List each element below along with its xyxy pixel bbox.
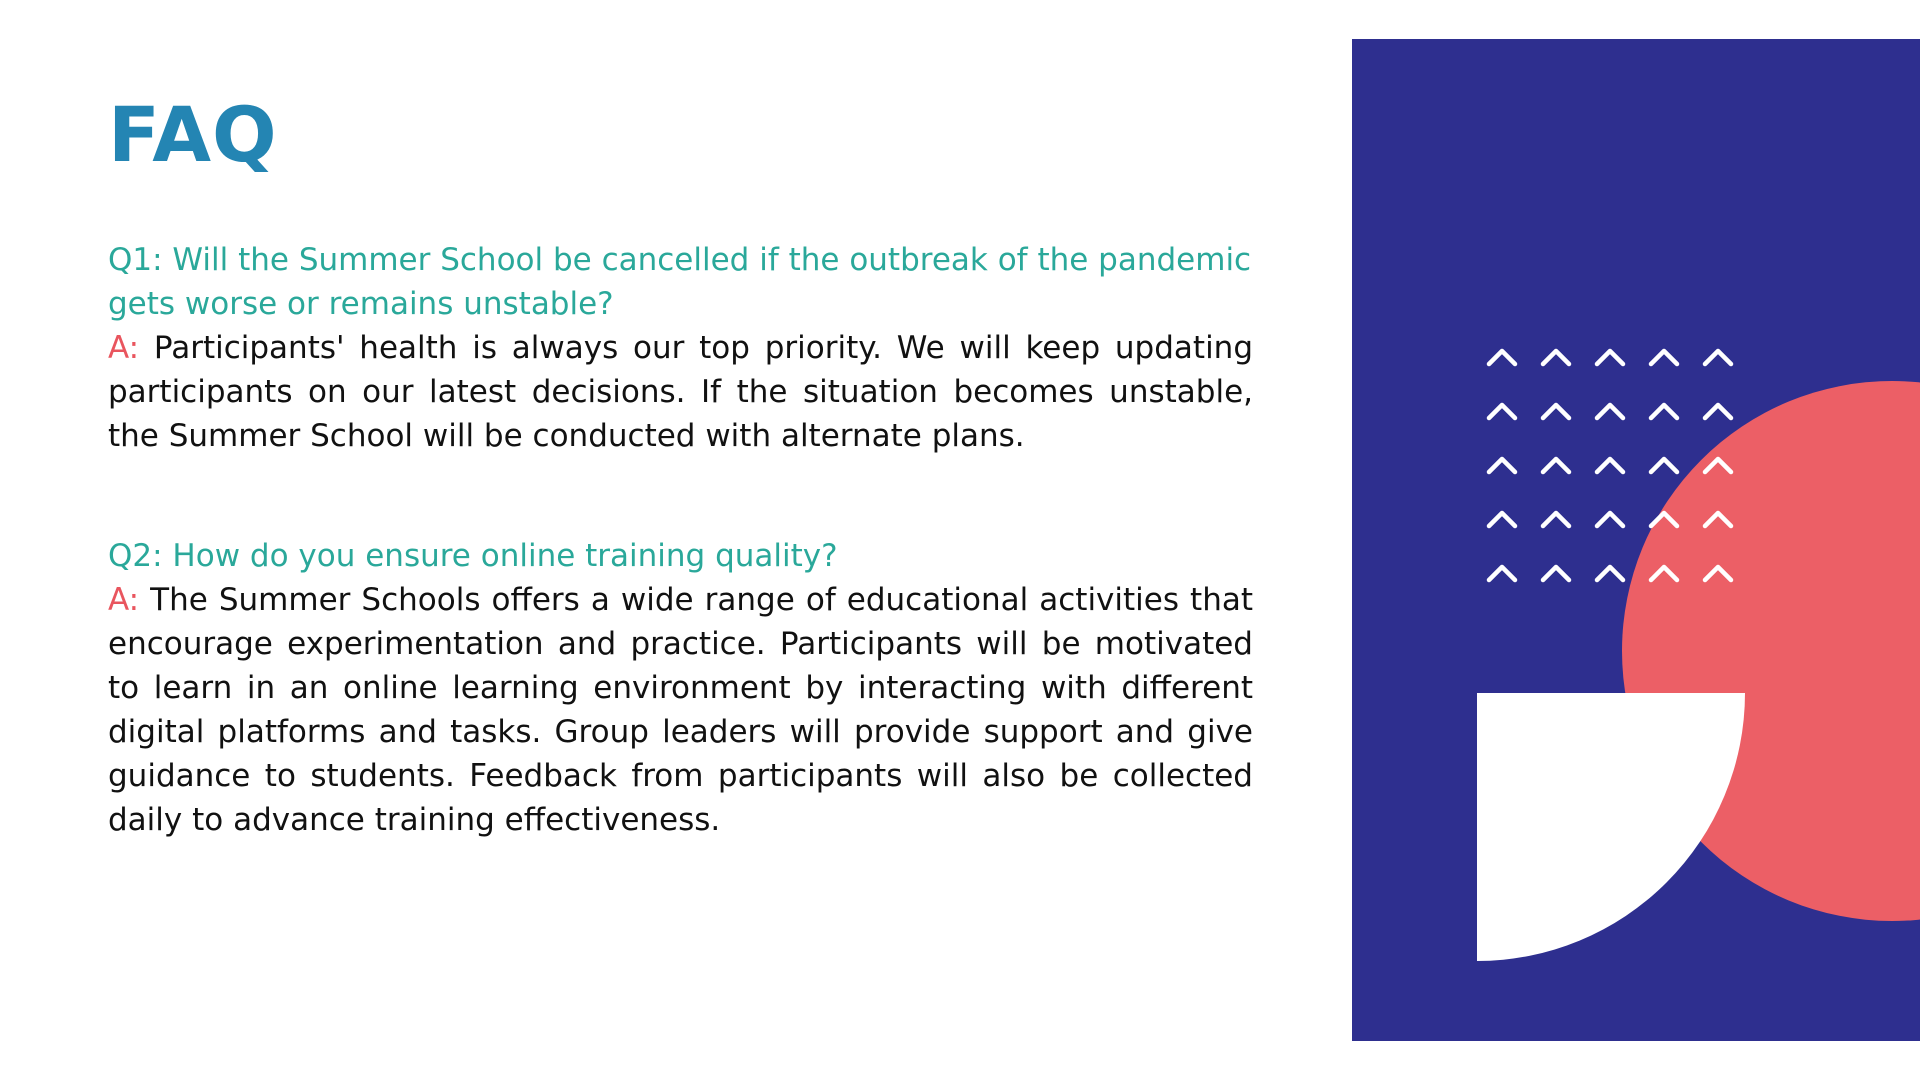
answer-label-1: A: (108, 330, 140, 366)
faq-item-2 (108, 534, 1253, 842)
decorative-panel (1352, 39, 1920, 1041)
faq-answer-1 (108, 326, 1253, 458)
answer-text-2: The Summer Schools offers a wide range of educational activities that encourage experimentation and practice. Participants will be motivated to learn in an online learning environment by interacting with different digital platforms and tasks. Group leaders will provide support and give guidance to students. Feedback from participants will also be collected daily to advance training effectiveness. (108, 582, 1253, 838)
faq-item-1 (108, 238, 1253, 458)
faq-question-2: Q2: How do you ensure online training quality? (108, 538, 838, 574)
page-title: FAQ (108, 90, 278, 179)
faq-answer-2 (108, 578, 1253, 842)
faq-question-1: Q1: Will the Summer School be cancelled if the outbreak of the pandemic gets worse or remains unstable? (108, 242, 1252, 322)
answer-text-1: Participants' health is always our top priority. We will keep updating participants on our latest decisions. If the situation becomes unstable, the Summer School will be conducted with alternate plans. (108, 330, 1254, 454)
decorative-graphic (1352, 39, 1920, 1041)
answer-label-2: A: (108, 582, 140, 618)
